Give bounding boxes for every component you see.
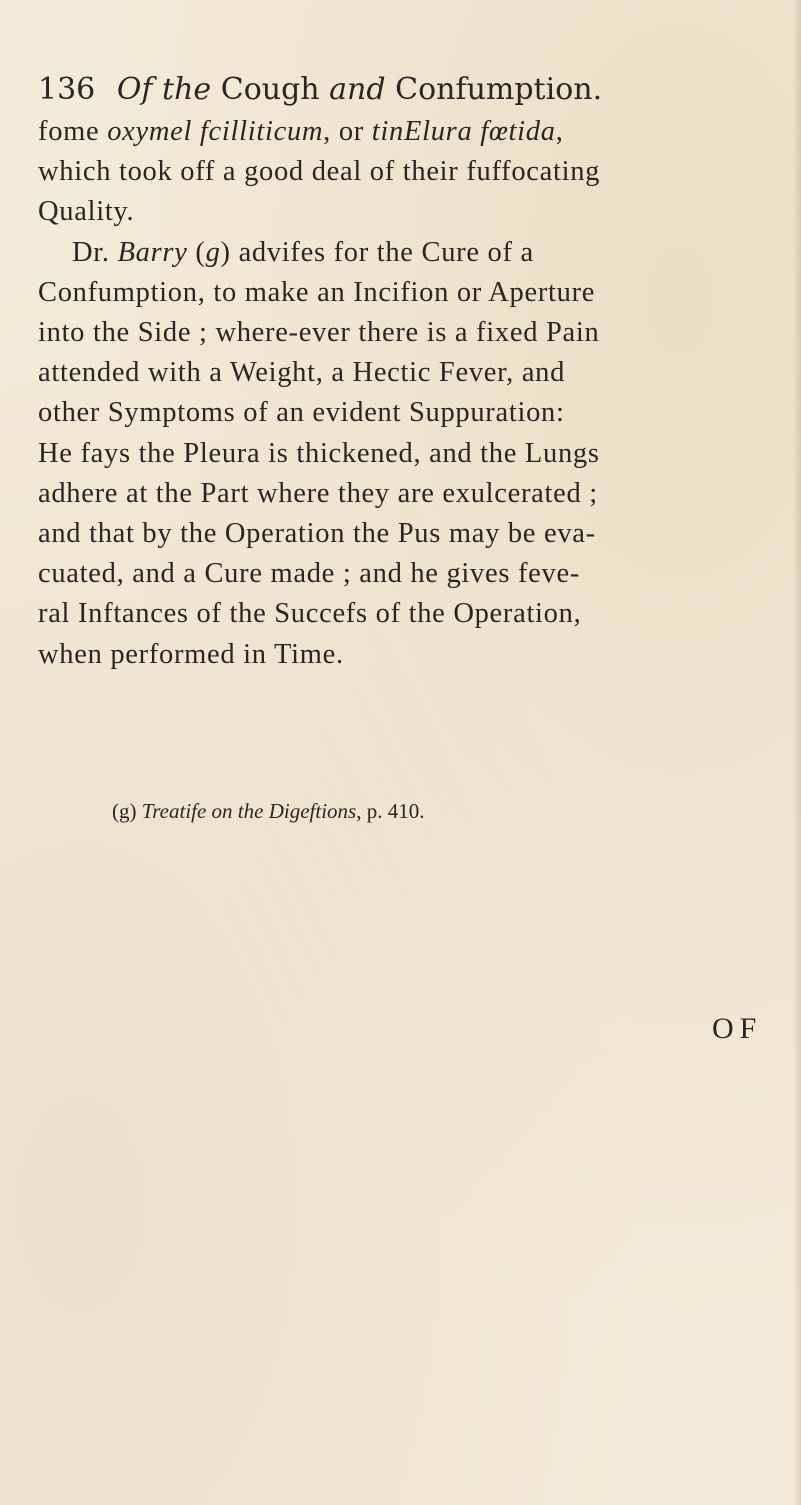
running-head-consumption: Confumption. xyxy=(395,72,603,107)
page-edge-shadow xyxy=(792,0,801,1505)
text-line-9: He fays the Pleura is thickened, and the Lungs xyxy=(38,437,600,469)
footnote xyxy=(112,797,424,825)
footnote-page-ref: , p. 410. xyxy=(356,799,425,823)
text-line-5: Confumption, to make an Incifion or Aperture xyxy=(38,276,596,308)
text-line-4: Dr. Barry (g) advifes for the Cure of a xyxy=(72,236,534,268)
running-head-of-the: Of the xyxy=(116,72,212,107)
page-number: 136 xyxy=(38,72,96,107)
text-line-6: into the Side ; where-ever there is a fixed Pain xyxy=(38,317,600,349)
running-head-and: and xyxy=(329,72,386,107)
term-tinctura: tinElura fœtida xyxy=(371,116,556,147)
text-line-12: cuated, and a Cure made ; and he gives feve- xyxy=(38,558,580,590)
term-oxymel: oxymel fcilliticum xyxy=(107,116,324,147)
text-line-8: other Symptoms of an evident Suppuration: xyxy=(38,397,565,429)
text-line-11: and that by the Operation the Pus may be eva- xyxy=(38,518,596,550)
footnote-marker: (g) xyxy=(112,799,137,823)
footnote-title: Treatife on the Digeftions xyxy=(141,799,357,823)
body-text xyxy=(38,112,790,675)
running-head xyxy=(38,70,602,110)
text-line-1: fome oxymel fcilliticum, or tinElura fœtida, xyxy=(38,116,564,147)
catchword: OF xyxy=(712,1012,763,1045)
running-head-cough: Cough xyxy=(220,72,320,107)
name-barry: Barry xyxy=(117,236,188,268)
text-line-3: Quality. xyxy=(38,196,135,228)
text-line-7: attended with a Weight, a Hectic Fever, and xyxy=(38,357,566,389)
text-line-2: which took off a good deal of their fuffocating xyxy=(38,156,601,188)
text-line-10: adhere at the Part where they are exulcerated ; xyxy=(38,477,598,509)
text-line-13: ral Inftances of the Succefs of the Operation, xyxy=(38,598,582,630)
footnote-ref-g: g xyxy=(205,236,221,268)
text-line-14: when performed in Time. xyxy=(38,638,344,670)
